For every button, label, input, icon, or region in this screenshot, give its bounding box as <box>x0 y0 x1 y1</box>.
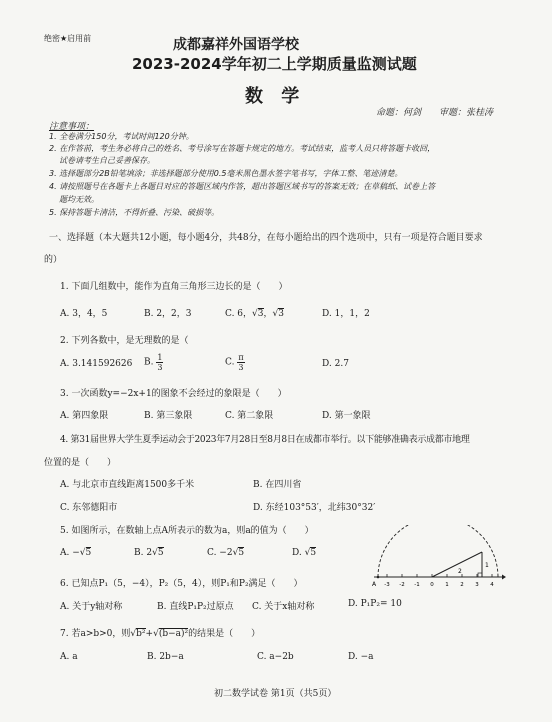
fraction-numerator: π <box>238 353 244 362</box>
notice-item: 5. 保持答题卡清洁，不得折叠、污染、破损等。 <box>49 208 220 217</box>
q7-stem-suffix: 的结果是（ ） <box>188 629 261 639</box>
fraction <box>237 353 244 372</box>
fraction <box>156 353 163 372</box>
page-footer: 初二数学试卷 第1页（共5页） <box>214 689 337 699</box>
q2-b-prefix: B. <box>144 357 154 368</box>
q2-option-b <box>144 353 163 372</box>
notice-item: 题均无效。 <box>59 195 99 204</box>
q3-option-b: B. 第三象限 <box>144 411 193 421</box>
fraction-denominator: 3 <box>238 363 244 372</box>
question-4-stem-cont: 位置的是（ ） <box>44 458 117 468</box>
tick-label: 3 <box>475 582 479 587</box>
q5-b-radicand: 5 <box>157 548 164 558</box>
exam-title: 2023-2024学年初二上学期质量监测试题 <box>132 55 417 73</box>
fraction-denominator: 3 <box>157 363 163 372</box>
q3-option-c: C. 第二象限 <box>225 411 274 421</box>
q2-option-c <box>225 353 245 372</box>
q5-option-c <box>207 548 244 558</box>
question-6-stem: 6. 已知点P₁（5，−4），P₂（5，4），则P₁和P₂满足（ ） <box>60 579 303 589</box>
axis-arrow <box>502 575 506 580</box>
q4-option-c: C. 东邻德阳市 <box>60 503 118 513</box>
q1-c-prefix: C. 6， <box>225 309 253 319</box>
q7-stem-prefix: 7. 若a>b>0，则 <box>60 629 131 639</box>
q5-a-radicand: 5 <box>85 548 92 558</box>
question-2-stem: 2. 下列各数中，是无理数的是（ <box>60 336 189 346</box>
notice-item: 1. 全卷满分150分，考试时间120分钟。 <box>49 132 194 141</box>
reviewer: 审题：张桂涛 <box>439 108 494 118</box>
q7-option-a: A. a <box>60 652 78 662</box>
question-4-stem: 4. 第31届世界大学生夏季运动会于2023年7月28日至8月8日在成都市举行。以下能够准确表示成都市地理 <box>60 435 470 445</box>
tick-label: -1 <box>414 582 420 587</box>
question-5-stem: 5. 如图所示，在数轴上点A所表示的数为a，则a的值为（ ） <box>60 526 314 536</box>
q5-c-radicand: 5 <box>238 548 245 558</box>
school-name: 成都嘉祥外国语学校 <box>173 37 299 53</box>
q6-option-b: B. 直线P₁P₂过原点 <box>157 602 234 612</box>
q2-c-prefix: C. <box>225 357 235 368</box>
q7-option-b: B. 2b−a <box>147 652 184 662</box>
q7-radicand-2: (b−a)² <box>158 629 189 639</box>
tick-label: -2 <box>399 582 405 587</box>
arc <box>378 525 498 577</box>
q1-option-c <box>225 306 284 319</box>
notice-item: 试卷请考生自己妥善保存。 <box>59 156 155 165</box>
sqrt-symbol: √ <box>152 548 158 558</box>
notice-heading: 注意事项： <box>49 122 95 132</box>
section-title-cont: 的） <box>44 255 63 265</box>
q6-option-d: D. P₁P₂= 10 <box>348 599 402 609</box>
point-a-label: A <box>372 581 377 587</box>
tick-label: 0 <box>430 582 434 587</box>
q4-option-d: D. 东经103°53′，北纬30°32′ <box>253 503 376 513</box>
sqrt-symbol: √ <box>232 548 239 558</box>
q5-option-d <box>292 548 316 558</box>
sqrt-symbol: √ <box>304 548 311 558</box>
sqrt-symbol: √ <box>252 309 258 319</box>
secret-label: 绝密★启用前 <box>44 34 92 43</box>
number-line-figure <box>372 525 506 587</box>
point-a <box>377 576 380 579</box>
q1-c-radicand: 3 <box>257 309 264 319</box>
sqrt-symbol: √ <box>272 309 279 319</box>
tick-label: 2 <box>460 582 464 587</box>
notice-item: 4. 请按照题号在各题卡上各题目对应的答题区域内作答，超出答题区域书写的答案无效；在草稿纸、试卷上答 <box>49 182 436 191</box>
question-1-stem: 1. 下面几组数中，能作为直角三角形三边长的是（ ） <box>60 282 288 292</box>
q2-option-d: D. 2.7 <box>322 359 349 369</box>
q5-option-b <box>134 548 164 558</box>
q5-c-prefix: C. −2 <box>207 548 233 558</box>
q6-option-c: C. 关于x轴对称 <box>252 602 315 612</box>
sqrt-symbol: √ <box>130 629 137 639</box>
q1-option-b: B. 2，2，3 <box>144 309 192 319</box>
fraction-numerator: 1 <box>157 353 163 362</box>
q7-option-c: C. a−2b <box>257 652 294 662</box>
tick-label: 4 <box>490 582 494 587</box>
q3-option-d: D. 第一象限 <box>322 411 371 421</box>
hypotenuse <box>432 552 482 577</box>
q4-option-b: B. 在四川省 <box>253 480 302 490</box>
q4-option-a: A. 与北京市直线距离1500多千米 <box>60 480 195 490</box>
q6-option-a: A. 关于y轴对称 <box>60 602 123 612</box>
tick-label: 1 <box>445 582 449 587</box>
q5-option-a <box>60 548 91 558</box>
section-title: 一、选择题（本大题共12小题，每小题4分，共48分，在每小题给出的四个选项中，只有一项是符合题目要求 <box>49 233 483 243</box>
tick-label: -3 <box>384 582 390 587</box>
q7-plus: + <box>145 629 154 639</box>
question-7-stem <box>60 626 260 639</box>
q1-option-a: A. 3，4，5 <box>60 309 108 319</box>
q7-option-d: D. −a <box>348 652 374 662</box>
height-label: 1 <box>485 562 489 569</box>
q1-c-sep: ， <box>263 309 273 319</box>
q5-a-prefix: A. − <box>60 548 80 558</box>
sqrt-symbol: √ <box>153 629 159 639</box>
q5-b-prefix: B. 2 <box>134 548 153 558</box>
setter: 命题：何剑 <box>376 108 422 118</box>
notice-item: 2. 在作答前，考生务必将自己的姓名、考号涂写在答题卡规定的地方。考试结束，监考人员只将答题卡收回， <box>49 144 436 153</box>
q3-option-a: A. 第四象限 <box>60 411 109 421</box>
q5-d-radicand: 5 <box>310 548 317 558</box>
q5-d-prefix: D. <box>292 548 305 558</box>
base-label: 2 <box>458 568 462 575</box>
q1-option-d: D. 1，1，2 <box>322 309 370 319</box>
q7-radicand-1: b² <box>136 629 146 639</box>
subject-title: 数 学 <box>245 86 306 107</box>
q1-c-radicand: 3 <box>278 309 284 319</box>
right-angle-mark <box>478 573 482 577</box>
sqrt-symbol: √ <box>79 548 86 558</box>
notice-item: 3. 选择题部分2B铅笔填涂；非选择题部分使用0.5毫米黑色墨水签字笔书写，字体工整、笔迹清楚。 <box>49 169 403 178</box>
question-3-stem: 3. 一次函数y=−2x+1的图象不会经过的象限是（ ） <box>60 389 287 399</box>
q2-option-a: A. 3.141592626 <box>60 359 133 369</box>
